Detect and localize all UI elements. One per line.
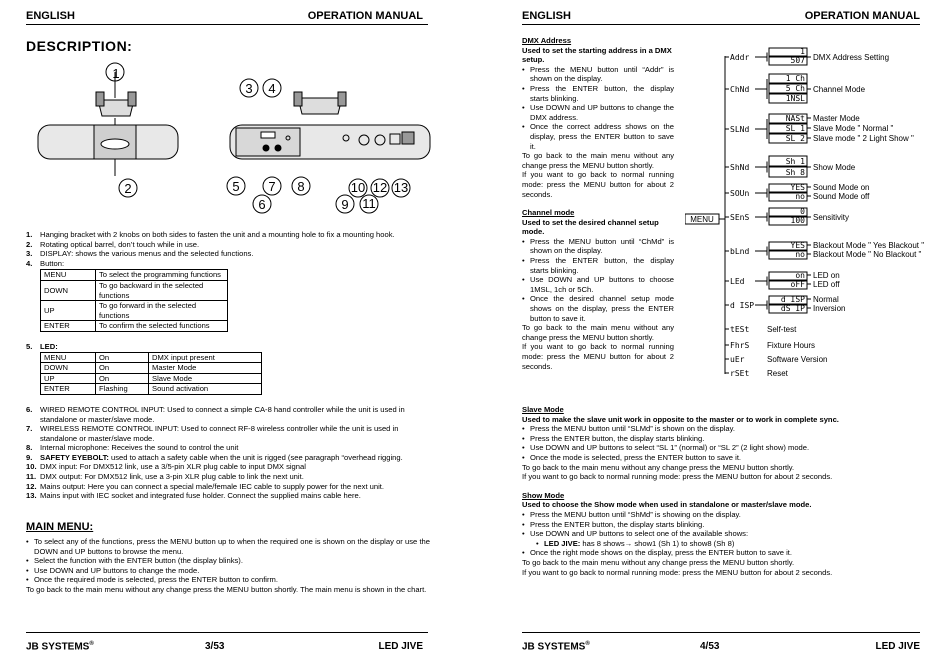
bullet-item: • Use DOWN and UP buttons to choose 1MSL, 1ch or 5Ch. bbox=[522, 275, 674, 294]
menu-label-7-0: LED on bbox=[813, 271, 840, 280]
description-list bbox=[26, 230, 430, 501]
list-item: 4. Button: bbox=[26, 258, 65, 268]
footer-rule bbox=[26, 632, 428, 633]
menu-label-6-0: Blackout Mode " Yes Blackout " bbox=[813, 241, 925, 250]
lcd-value-1-1: 5 Ch bbox=[785, 84, 805, 93]
callout-11: 11 bbox=[362, 196, 376, 211]
menu-label-4-1: Sound Mode off bbox=[813, 192, 870, 201]
callout-4: 4 bbox=[268, 81, 276, 96]
main-menu-body bbox=[26, 537, 430, 595]
menu-label-2-2: Slave mode " 2 Light Show " bbox=[813, 134, 914, 143]
callout-6: 6 bbox=[258, 197, 266, 212]
callout-13: 13 bbox=[393, 180, 409, 195]
table-row: ENTER Flashing Sound activation bbox=[41, 384, 262, 395]
bullet-item: • Once the required mode is selected, press the ENTER button to confirm. bbox=[26, 575, 278, 585]
lcd-value-8-1: dS IP bbox=[780, 304, 805, 313]
lcd-value-3-0: Sh 1 bbox=[785, 157, 805, 166]
list-item: 11. DMX output: For DMX512 link, use a 3-pin XLR plug cable to link the next unit. bbox=[26, 472, 304, 482]
led-table bbox=[40, 352, 262, 395]
footer-brand: JB SYSTEMS® bbox=[522, 641, 590, 653]
menu-label-2-0: Master Mode bbox=[813, 114, 860, 123]
paragraph: If you want to go back to normal running mode: press the MENU button for about 2 seconds. bbox=[522, 567, 833, 577]
device-diagram bbox=[36, 58, 432, 218]
list-item: 5. LED: bbox=[26, 341, 58, 351]
table-row: ENTER To confirm the selected functions bbox=[41, 321, 228, 332]
menu-label-12-0: Reset bbox=[767, 369, 788, 378]
paragraph: If you want to go back to normal running mode: press the MENU button for about 2 seconds. bbox=[522, 342, 674, 371]
menu-label-9-0: Self-test bbox=[767, 325, 797, 334]
callout-2: 2 bbox=[124, 181, 132, 196]
footer-product: LED JIVE bbox=[378, 641, 423, 652]
menu-code-4: SOUn bbox=[730, 189, 750, 198]
section-subtitle: Used to set the starting address in a DMX setup. bbox=[522, 45, 672, 65]
list-item: 6. WIRED REMOTE CONTROL INPUT: Used to connect a simple CA-8 hand controller while the unit is used in standalone or master/slave mode. bbox=[26, 404, 405, 424]
menu-code-3: ShNd bbox=[730, 163, 750, 172]
menu-label-10-0: Fixture Hours bbox=[767, 341, 816, 350]
menu-code-12: rSEt bbox=[730, 369, 750, 378]
list-item: 2. Rotating optical barrel, don’t touch while in use. bbox=[26, 239, 200, 249]
section-subtitle: Used to make the slave unit work in opposite to the master or to work in complete sync. bbox=[522, 414, 839, 424]
lcd-value-7-0: on bbox=[795, 271, 805, 280]
callout-10: 10 bbox=[350, 180, 366, 195]
menu-label-2-1: Slave Mode " Normal " bbox=[813, 124, 894, 133]
table-row: MENU On DMX input present bbox=[41, 352, 262, 363]
lcd-value-1-0: 1 Ch bbox=[785, 74, 805, 83]
menu-label-8-0: Normal bbox=[813, 295, 839, 304]
description-title: DESCRIPTION: bbox=[26, 38, 133, 54]
section-title: Slave Mode bbox=[522, 405, 564, 414]
paragraph: To go back to the main menu without any change press the MENU button shortly. bbox=[522, 557, 795, 567]
menu-label-3-0: Show Mode bbox=[813, 163, 856, 172]
bullet-item: • Press the ENTER button, the display starts blinking. bbox=[522, 433, 705, 443]
list-item: 1. Hanging bracket with 2 knobs on both sides to fasten the unit and a mounting hole to fix a mounting hook. bbox=[26, 230, 395, 239]
menu-label-5-0: Sensitivity bbox=[813, 213, 850, 222]
bullet-item: • Press the MENU button until “SLMd” is shown on the display. bbox=[522, 424, 735, 434]
bullet-item: • Press the ENTER button, the display starts blinking. bbox=[522, 83, 674, 103]
list-item: 10. DMX input: For DMX512 link, use a 3/5-pin XLR plug cable to input DMX signal bbox=[26, 462, 306, 472]
section-title: DMX Address bbox=[522, 36, 572, 45]
bullet-item: • To select any of the functions, press the MENU button up to when the required one is shown on the display or use the DOWN and UP buttons to browse the menu. bbox=[26, 537, 430, 556]
callout-5: 5 bbox=[232, 179, 240, 194]
menu-code-1: ChNd bbox=[730, 85, 750, 94]
table-row: UP To go forward in the selected functions bbox=[41, 301, 228, 321]
menu-code-9: tESt bbox=[730, 325, 750, 334]
bullet-item: • Use DOWN and UP buttons to select one of the available shows: bbox=[522, 529, 749, 539]
section-subtitle: Used to set the desired channel setup mode. bbox=[522, 217, 659, 237]
paragraph: To go back to the main menu without any change press the MENU button shortly. bbox=[522, 462, 795, 472]
menu-code-5: SEnS bbox=[730, 213, 750, 222]
header-rule bbox=[522, 24, 920, 25]
lcd-value-5-0: 0 bbox=[800, 207, 805, 216]
lcd-value-4-0: YES bbox=[790, 183, 805, 192]
table-row: DOWN On Master Mode bbox=[41, 363, 262, 374]
menu-tree-diagram bbox=[685, 44, 945, 390]
bullet-item: • Press the MENU button until “ChMd” is shown on the display. bbox=[522, 236, 674, 256]
lcd-value-3-1: Sh 8 bbox=[785, 168, 805, 177]
list-item: 12. Mains output: Here you can connect a special male/female IEC cable to supply power for the next unit. bbox=[26, 481, 385, 491]
menu-code-2: SLNd bbox=[730, 125, 750, 134]
bullet-item: • Use DOWN and UP buttons to change the DMX address. bbox=[522, 103, 674, 122]
bullet-item: • Select the function with the ENTER button (the display blinks). bbox=[26, 556, 243, 566]
footer-page-number: 3/53 bbox=[205, 641, 225, 652]
callout-7: 7 bbox=[268, 179, 276, 194]
header-language: ENGLISH bbox=[26, 10, 75, 22]
footer-page-number: 4/53 bbox=[700, 641, 720, 652]
menu-root-label: MENU bbox=[690, 215, 714, 224]
section-title: Show Mode bbox=[522, 490, 565, 500]
sub-bullet-item: • LED JIVE: has 8 shows→ show1 (Sh 1) to show8 (Sh 8) bbox=[536, 538, 735, 548]
lcd-value-6-1: no bbox=[795, 250, 805, 259]
lcd-value-5-1: 100 bbox=[790, 216, 805, 225]
dmx-channel-column bbox=[522, 36, 674, 371]
callout-1: 1 bbox=[112, 66, 120, 81]
bullet-item: • Once the mode is selected, press the ENTER button to save it. bbox=[522, 452, 742, 462]
list-item: 7. WIRELESS REMOTE CONTROL INPUT: Used to connect RF-8 wireless controller while the unit is used in standalone or master/slave mode. bbox=[26, 424, 399, 443]
menu-label-4-0: Sound Mode on bbox=[813, 183, 870, 192]
header-language: ENGLISH bbox=[522, 10, 571, 22]
menu-label-7-1: LED off bbox=[813, 280, 840, 289]
section-subtitle: Used to choose the Show mode when used in standalone or master/slave mode. bbox=[522, 500, 812, 510]
callout-3: 3 bbox=[245, 81, 253, 96]
callout-9: 9 bbox=[341, 197, 349, 212]
lcd-value-6-0: YES bbox=[790, 241, 805, 250]
lcd-value-4-1: no bbox=[795, 192, 805, 201]
menu-label-1-0: Channel Mode bbox=[813, 85, 866, 94]
bullet-item: • Once the desired channel setup mode shows on the display, press the ENTER button to save it. bbox=[522, 294, 674, 323]
table-row: DOWN To go backward in the selected functions bbox=[41, 280, 228, 300]
bullet-item: • Once the correct address shows on the display, press the ENTER button to save it. bbox=[522, 122, 674, 151]
menu-code-7: LEd bbox=[730, 277, 745, 286]
paragraph: To go back to the main menu without any change press the MENU button shortly. bbox=[522, 151, 674, 170]
menu-label-0-0: DMX Address Setting bbox=[813, 53, 890, 62]
lcd-value-2-1: SL 1 bbox=[785, 124, 805, 133]
paragraph: If you want to go back to normal running mode: press the MENU button for about 2 seconds. bbox=[522, 472, 833, 482]
list-item: 8. Internal microphone: Receives the sound to control the unit bbox=[26, 443, 239, 453]
lcd-value-0-1: 507 bbox=[790, 56, 805, 65]
menu-code-8: d ISP bbox=[730, 301, 755, 310]
menu-code-11: uEr bbox=[730, 355, 745, 364]
callout-12: 12 bbox=[372, 180, 388, 195]
lcd-value-8-0: d ISP bbox=[780, 295, 805, 304]
footer-brand: JB SYSTEMS® bbox=[26, 641, 94, 653]
menu-code-10: FhrS bbox=[730, 341, 750, 350]
bullet-item: • Use DOWN and UP buttons to change the mode. bbox=[26, 565, 200, 575]
list-item: 3. DISPLAY: shows the various menus and the selected functions. bbox=[26, 249, 254, 259]
header-rule bbox=[26, 24, 428, 25]
section-title: Channel mode bbox=[522, 208, 575, 218]
front-view bbox=[38, 72, 178, 176]
slave-show-column bbox=[522, 405, 920, 577]
menu-code-0: Addr bbox=[730, 53, 750, 62]
menu-label-6-1: Blackout Mode " No Blackout " bbox=[813, 250, 922, 259]
menu-label-11-0: Software Version bbox=[767, 355, 828, 364]
footer-rule bbox=[522, 632, 920, 633]
list-item: 13. Mains input with IEC socket and integrated fuse holder. Connect the supplied mains cable here. bbox=[26, 491, 361, 501]
lcd-value-7-1: oFF bbox=[790, 280, 805, 289]
main-menu-title: MAIN MENU: bbox=[26, 521, 94, 533]
footer-product: LED JIVE bbox=[875, 641, 920, 652]
list-item: 9. SAFETY EYEBOLT: used to attach a safety cable when the unit is rigged (see paragraph “overhead rigging. bbox=[26, 452, 403, 462]
bullet-item: • Press the ENTER button, the display starts blinking. bbox=[522, 256, 674, 275]
lcd-value-1-2: 1NSL bbox=[785, 94, 805, 103]
bullet-item: • Once the right mode shows on the display, press the ENTER button to save it. bbox=[522, 548, 792, 558]
rear-view bbox=[230, 92, 430, 159]
button-table bbox=[40, 269, 228, 332]
menu-code-6: bLnd bbox=[730, 247, 750, 256]
paragraph: To go back to the main menu without any change press the MENU button shortly. bbox=[522, 323, 674, 342]
lcd-value-0-0: 1 bbox=[800, 47, 805, 56]
table-row: UP On Slave Mode bbox=[41, 373, 262, 384]
header-manual: OPERATION MANUAL bbox=[804, 10, 920, 22]
bullet-item: • Press the MENU button until “ShMd” is showing on the display. bbox=[522, 509, 741, 519]
lcd-value-2-0: NASt bbox=[785, 114, 805, 123]
lcd-value-2-2: SL 2 bbox=[785, 134, 805, 143]
header-manual: OPERATION MANUAL bbox=[307, 10, 423, 22]
paragraph: If you want to go back to normal running mode: press the MENU button for about 2 seconds. bbox=[522, 170, 674, 199]
table-row: MENU To select the programming functions bbox=[41, 270, 228, 281]
bullet-item: • Press the MENU button until “Addr” is shown on the display. bbox=[522, 64, 674, 84]
bullet-item: • Press the ENTER button, the display starts blinking. bbox=[522, 519, 705, 529]
callout-8: 8 bbox=[297, 179, 305, 194]
menu-label-8-1: Inversion bbox=[813, 304, 846, 313]
paragraph: To go back to the main menu without any change press the MENU button shortly. The main menu is shown in the chart. bbox=[26, 584, 427, 594]
bullet-item: • Use DOWN and UP buttons to select “SL 1” (normal) or “SL 2” (2 light show) mode. bbox=[522, 443, 810, 453]
